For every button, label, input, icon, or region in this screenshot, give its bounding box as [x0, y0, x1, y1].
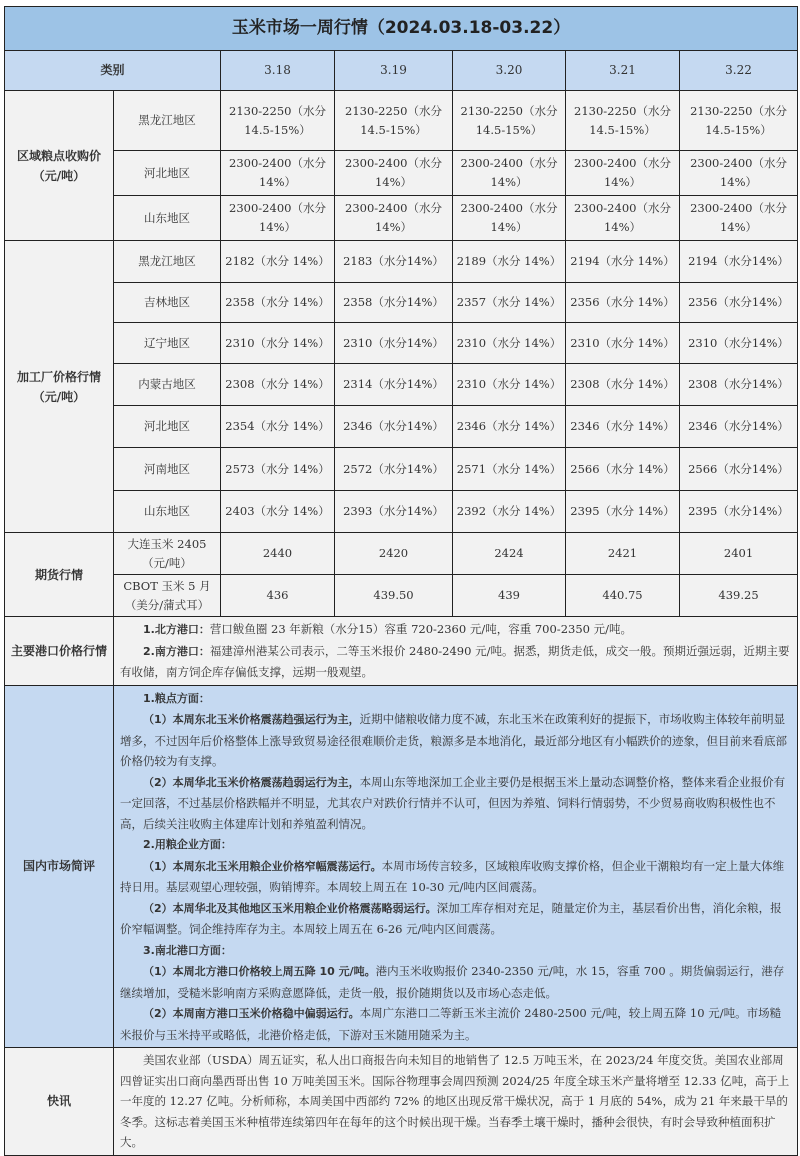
- price-cell: 2130-2250（水分 14.5-15%）: [335, 91, 453, 151]
- table-row: [5, 323, 798, 364]
- paragraph-heading: 2.用粮企业方面：: [143, 838, 232, 851]
- table-row: [5, 151, 798, 196]
- price-cell: 2358（水分14%）: [335, 283, 453, 323]
- factory-group-label: 加工厂价格行情（元/吨）: [5, 241, 114, 533]
- price-cell: 2401: [680, 533, 798, 575]
- ports-paragraph: [120, 641, 791, 683]
- price-cell: 2346（水分14%）: [335, 406, 453, 448]
- date-header: 3.18: [221, 51, 335, 91]
- table-row: [5, 91, 798, 151]
- commentary-content: [114, 685, 798, 1048]
- commentary-paragraph: [120, 688, 791, 710]
- region-label: 辽宁地区: [114, 323, 221, 364]
- commentary-paragraph: [120, 709, 791, 772]
- price-cell: 2421: [566, 533, 680, 575]
- region-label: 河南地区: [114, 448, 221, 491]
- regional-group-label: 区域粮点收购价（元/吨）: [5, 91, 114, 241]
- region-label: 吉林地区: [114, 283, 221, 323]
- price-cell: 2392（水分 14%）: [453, 491, 566, 533]
- region-label: 黑龙江地区: [114, 241, 221, 283]
- price-cell: 2130-2250（水分14.5-15%）: [221, 91, 335, 151]
- table-row: [5, 364, 798, 406]
- commentary-paragraph: [120, 856, 791, 898]
- paragraph-text: 福建漳州港某公司表示，二等玉米报价 2480-2490 元/吨。据悉，期货走低，成交一般。预期近强远弱，近期主要有收储，南方饲企库存偏低支撑，远期一般观望。: [120, 643, 790, 679]
- paragraph-text: 港内玉米收购报价 2340-2350 元/吨，水 15，容重 700 。期货偏弱运行，港存继续增加，受糙米影响南方采购意愿降低，走货一般，报价随期货以及市场心态走低。: [120, 964, 785, 1000]
- price-cell: 2300-2400（水分 14%）: [453, 196, 566, 241]
- table-row: [5, 448, 798, 491]
- paragraph-heading: （1）本周东北玉米价格震荡趋强运行为主，: [143, 713, 360, 726]
- region-label: 河北地区: [114, 151, 221, 196]
- region-label: CBOT 玉米 5 月（美分/蒲式耳）: [114, 575, 221, 617]
- region-label: 河北地区: [114, 406, 221, 448]
- price-cell: 2395（水分 14%）: [566, 491, 680, 533]
- price-cell: 2300-2400（水分 14%）: [221, 151, 335, 196]
- price-cell: 2310（水分 14%）: [453, 364, 566, 406]
- commentary-paragraph: [120, 898, 791, 940]
- paragraph-heading: （1）本周东北玉米用粮企业价格窄幅震荡运行。: [143, 859, 382, 873]
- date-header: 3.22: [680, 51, 798, 91]
- paragraph-heading: 1.粮点方面：: [143, 691, 210, 705]
- price-cell: 2424: [453, 533, 566, 575]
- region-label: 黑龙江地区: [114, 91, 221, 151]
- news-row: [5, 1048, 798, 1156]
- ports-content: [114, 617, 798, 686]
- price-cell: 436: [221, 575, 335, 617]
- futures-group-label: 期货行情: [5, 533, 114, 617]
- price-cell: 2310（水分14%）: [335, 323, 453, 364]
- price-cell: 2310（水分 14%）: [221, 323, 335, 364]
- commentary-paragraph: [120, 961, 791, 1003]
- price-cell: 2572（水分14%）: [335, 448, 453, 491]
- header-row: [5, 51, 798, 91]
- price-cell: 2194（水分14%）: [680, 241, 798, 283]
- price-cell: 2189（水分 14%）: [453, 241, 566, 283]
- price-cell: 2130-2250（水分14.5-15%）: [566, 91, 680, 151]
- price-cell: 2183（水分14%）: [335, 241, 453, 283]
- price-cell: 2356（水分14%）: [680, 283, 798, 323]
- page-title: 玉米市场一周行情（2024.03.18-03.22）: [5, 7, 798, 51]
- price-cell: 2310（水分 14%）: [566, 323, 680, 364]
- price-cell: 2300-2400（水分14%）: [680, 151, 798, 196]
- price-cell: 439.25: [680, 575, 798, 617]
- ports-label: 主要港口价格行情: [5, 617, 114, 686]
- commentary-paragraph: [120, 940, 791, 962]
- paragraph-heading: 3.南北港口方面：: [143, 943, 232, 957]
- price-cell: 2300-2400（水分 14%）: [453, 151, 566, 196]
- price-cell: 2300-2400（水分 14%）: [221, 196, 335, 241]
- price-cell: 2300-2400（水分 14%）: [566, 151, 680, 196]
- paragraph-text: 营口鲅鱼圈 23 年新粮（水分15）容重 720-2360 元/吨，容重 700-2350 元/吨。: [209, 622, 632, 636]
- price-cell: 2300-2400（水分14%）: [335, 151, 453, 196]
- price-cell: 2130-2250（水分 14.5-15%）: [453, 91, 566, 151]
- paragraph-heading: （2）本周华北玉米价格震荡趋弱运行为主，: [143, 775, 360, 789]
- price-cell: 2182（水分 14%）: [221, 241, 335, 283]
- date-header: 3.20: [453, 51, 566, 91]
- price-cell: 2571（水分 14%）: [453, 448, 566, 491]
- price-cell: 2357（水分 14%）: [453, 283, 566, 323]
- ports-row: [5, 617, 798, 686]
- paragraph-text: 本周广东港口二等新玉米主流价 2480-2500 元/吨，较上周五降 10 元/吨。市场糙米报价与玉米持平或略低，北港价格走低，下游对玉米随用随采为主。: [120, 1006, 782, 1042]
- table-row: [5, 491, 798, 533]
- price-cell: 2300-2400（水分 14%）: [566, 196, 680, 241]
- price-cell: 439.50: [335, 575, 453, 617]
- price-cell: 2566（水分 14%）: [566, 448, 680, 491]
- price-cell: 439: [453, 575, 566, 617]
- price-cell: 2356（水分 14%）: [566, 283, 680, 323]
- market-report-table: [4, 6, 798, 1156]
- paragraph-text: 近期中储粮收储力度不减，东北玉米在政策利好的提振下，市场收购主体较年前明显增多，不过因年后价格整体上涨导致贸易途径很难顺价走货，粮源多是本地消化，最近部分地区有小幅跌价的迹象，但目前来看底部价格仍较为有支撑。: [120, 712, 787, 768]
- price-cell: 2358（水分 14%）: [221, 283, 335, 323]
- region-label: 内蒙古地区: [114, 364, 221, 406]
- table-row: [5, 533, 798, 575]
- table-row: [5, 241, 798, 283]
- price-cell: 2300-2400（水分14%）: [335, 196, 453, 241]
- paragraph-text: 本周市场传言较多，区域粮库收购支撑价格，但企业干潮粮均有一定上量大体维持日用。基层观望心理较强，购销博弈。本周较上周五在 10-30 元/吨内区间震荡。: [120, 858, 785, 894]
- paragraph-text: 深加工库存相对充足，随量定价为主，基层看价出售，消化余粮，报价窄幅调整。饲企维持库存为主。本周较上周五在 6-26 元/吨内区间震荡。: [120, 900, 782, 936]
- price-cell: 2314（水分14%）: [335, 364, 453, 406]
- paragraph-heading: 2.南方港口：: [143, 644, 210, 658]
- paragraph-text: 本周山东等地深加工企业主要仍是根据玉米上量动态调整价格，整体来看企业报价有一定回落，不过基层价格跌幅并不明显，尤其农户对跌价行情并不认可，但因为养殖、饲料行情弱势，不少贸易商收购积极性也不高，后续关注收购主体建库计划和养殖盈利情况。: [120, 774, 786, 831]
- price-cell: 2194（水分 14%）: [566, 241, 680, 283]
- price-cell: 2308（水分 14%）: [221, 364, 335, 406]
- price-cell: 2403（水分 14%）: [221, 491, 335, 533]
- price-cell: 2346（水分 14%）: [566, 406, 680, 448]
- table-row: [5, 406, 798, 448]
- table-row: [5, 575, 798, 617]
- price-cell: 2393（水分14%）: [335, 491, 453, 533]
- price-cell: 2420: [335, 533, 453, 575]
- price-cell: 2566（水分14%）: [680, 448, 798, 491]
- paragraph-heading: （2）本周华北及其他地区玉米用粮企业价格震荡略弱运行。: [143, 901, 437, 915]
- price-cell: 2573（水分 14%）: [221, 448, 335, 491]
- price-cell: 440.75: [566, 575, 680, 617]
- region-label: 山东地区: [114, 491, 221, 533]
- price-cell: 2130-2250（水分 14.5-15%）: [680, 91, 798, 151]
- date-header: 3.21: [566, 51, 680, 91]
- news-label: 快讯: [5, 1048, 114, 1156]
- region-label: 山东地区: [114, 196, 221, 241]
- price-cell: 2346（水分 14%）: [453, 406, 566, 448]
- price-cell: 2300-2400（水分14%）: [680, 196, 798, 241]
- ports-paragraph: [120, 619, 791, 641]
- price-cell: 2310（水分14%）: [680, 323, 798, 364]
- price-cell: 2308（水分14%）: [680, 364, 798, 406]
- price-cell: 2310（水分 14%）: [453, 323, 566, 364]
- price-cell: 2440: [221, 533, 335, 575]
- commentary-paragraph: [120, 772, 791, 835]
- table-row: [5, 283, 798, 323]
- price-cell: 2354（水分 14%）: [221, 406, 335, 448]
- paragraph-heading: （1）本周北方港口价格较上周五降 10 元/吨。: [143, 965, 376, 978]
- commentary-paragraph: [120, 1003, 791, 1045]
- price-cell: 2308（水分 14%）: [566, 364, 680, 406]
- news-content: [114, 1048, 798, 1156]
- paragraph-heading: 1.北方港口：: [143, 623, 210, 636]
- paragraph-heading: （2）本周南方港口玉米价格稳中偏弱运行。: [143, 1007, 360, 1020]
- table-row: [5, 196, 798, 241]
- category-header: 类别: [5, 51, 221, 91]
- date-header: 3.19: [335, 51, 453, 91]
- commentary-label: 国内市场简评: [5, 685, 114, 1048]
- news-text: 美国农业部（USDA）周五证实，私人出口商报告向未知目的地销售了 12.5 万吨玉米，在 2023/24 年度交货。美国农业部周四曾证实出口商向墨西哥出售 10 万吨美国玉米。国际谷物理事会周四预测 2024/25 年度全球玉米产量将增至 12.33 亿吨，高于上一年度的 12.27 亿吨。分析师称，本周美国中西部约 72% 的地区出现反常干燥状况，高于 1 月底的 54%，成为 21 年来最干旱的冬季。这标志着美国玉米种植带连续第四年在每年的这个时候出现干燥。当春季土壤干燥时，播种会很快，有时会导致种植面积扩大。: [120, 1053, 790, 1149]
- price-cell: 2346（水分14%）: [680, 406, 798, 448]
- price-cell: 2395（水分14%）: [680, 491, 798, 533]
- region-label: 大连玉米 2405（元/吨）: [114, 533, 221, 575]
- commentary-row: [5, 685, 798, 1048]
- commentary-paragraph: [120, 834, 791, 856]
